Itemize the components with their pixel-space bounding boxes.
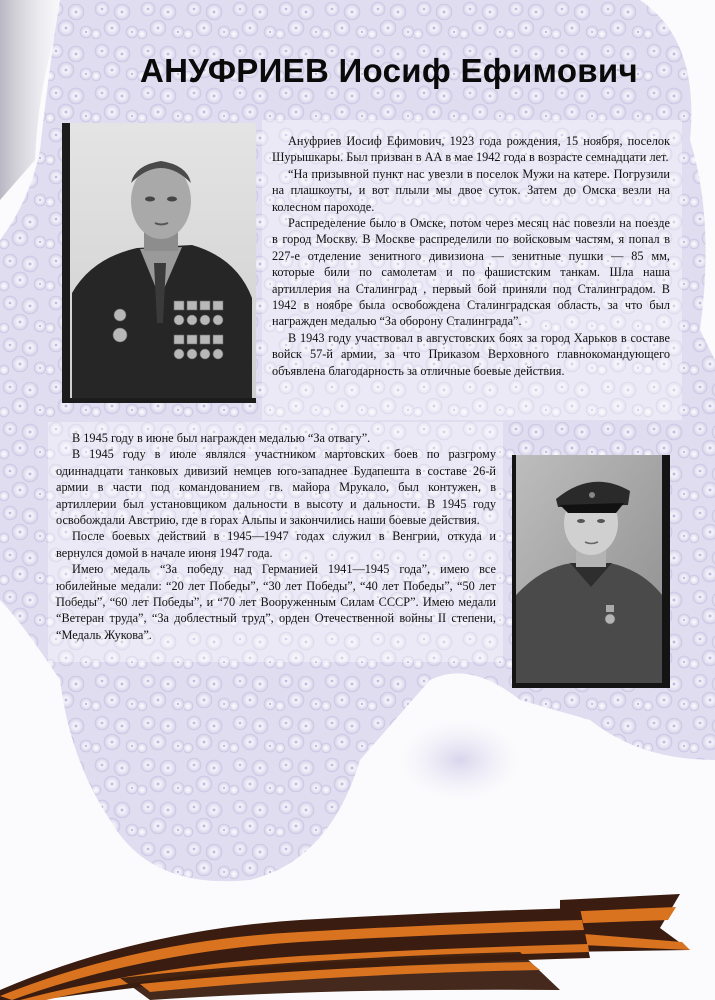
st-george-ribbon [0,880,715,1000]
paragraph: В 1945 году в июне был награжден медалью “За отвагу”. [72,431,371,445]
paragraph: В 1943 году участвовал в августовских боях за город Харьков в составе войск 57-й армии, за что Приказом Верховного главнокомандующего объявлена благодарность за отличные боевые действия. [272,330,670,378]
paragraph: “На призывной пункт нас увезли в поселок Мужи на катере. Погрузили на плашкоуты, и вот плыли мы двое суток. Затем до Омска везли на колесном пароходе. [272,166,670,214]
paragraph: В 1945 году в июле являлся участником мартовских боев по разгрому одиннадцати танковых дивизий немцев юго-западнее Будапешта в составе 26-й армии в части под командованием гв. майора Мрукало, был контужен, в артиллерии был установщиком дальности в высоту и дальности. В 1945 году освобождали Австрию, где в горах Альпы и закончились наши боевые действия. [56,447,496,528]
portrait-photo-young-soldier [512,455,670,688]
page-title: АНУФРИЕВ Иосиф Ефимович [140,52,638,89]
paragraph: Имею медаль “За победу над Германией 1941—1945 года”, имею все юбилейные медали: “20 лет Победы”, “30 лет Победы”, “40 лет Победы”, “50 лет Победы”, “60 лет Победы”, и “70 лет Вооруженным Силам СССР”. Имею медали “Ветеран труда”, “За доблестный труд”, орден Отечественной войны II степени, “Медаль Жукова”. [56,562,496,642]
paragraph: Ануфриев Иосиф Ефимович, 1923 года рождения, 15 ноября, поселок Шурышкары. Был призван в АА в мае 1942 года в возрасте семнадцати лет. [272,134,670,165]
paragraph: Распределение было в Омске, потом через месяц нас повезли на поезде в город Москву. В Москве распределили по войсковым частям, я попал в 227-е отделение зенитного дивизиона — зенитные пушки — 85 мм, которые били по самолетам и по фашистским танкам. Шла наша артиллерия на Сталинград , первый бой приняли под Сталинградом. В 1942 в ноябре была освобождена Сталинградская область, за что был награжден медалью “За оборону Сталинграда”. [272,216,670,329]
portrait-photo-elder [62,123,256,403]
paragraph: После боевых действий в 1945—1947 годах служил в Венгрии, откуда и вернулся домой в начале июня 1947 года. [56,529,496,560]
biography-text-bottom [56,430,496,643]
biography-text-top [272,133,670,379]
